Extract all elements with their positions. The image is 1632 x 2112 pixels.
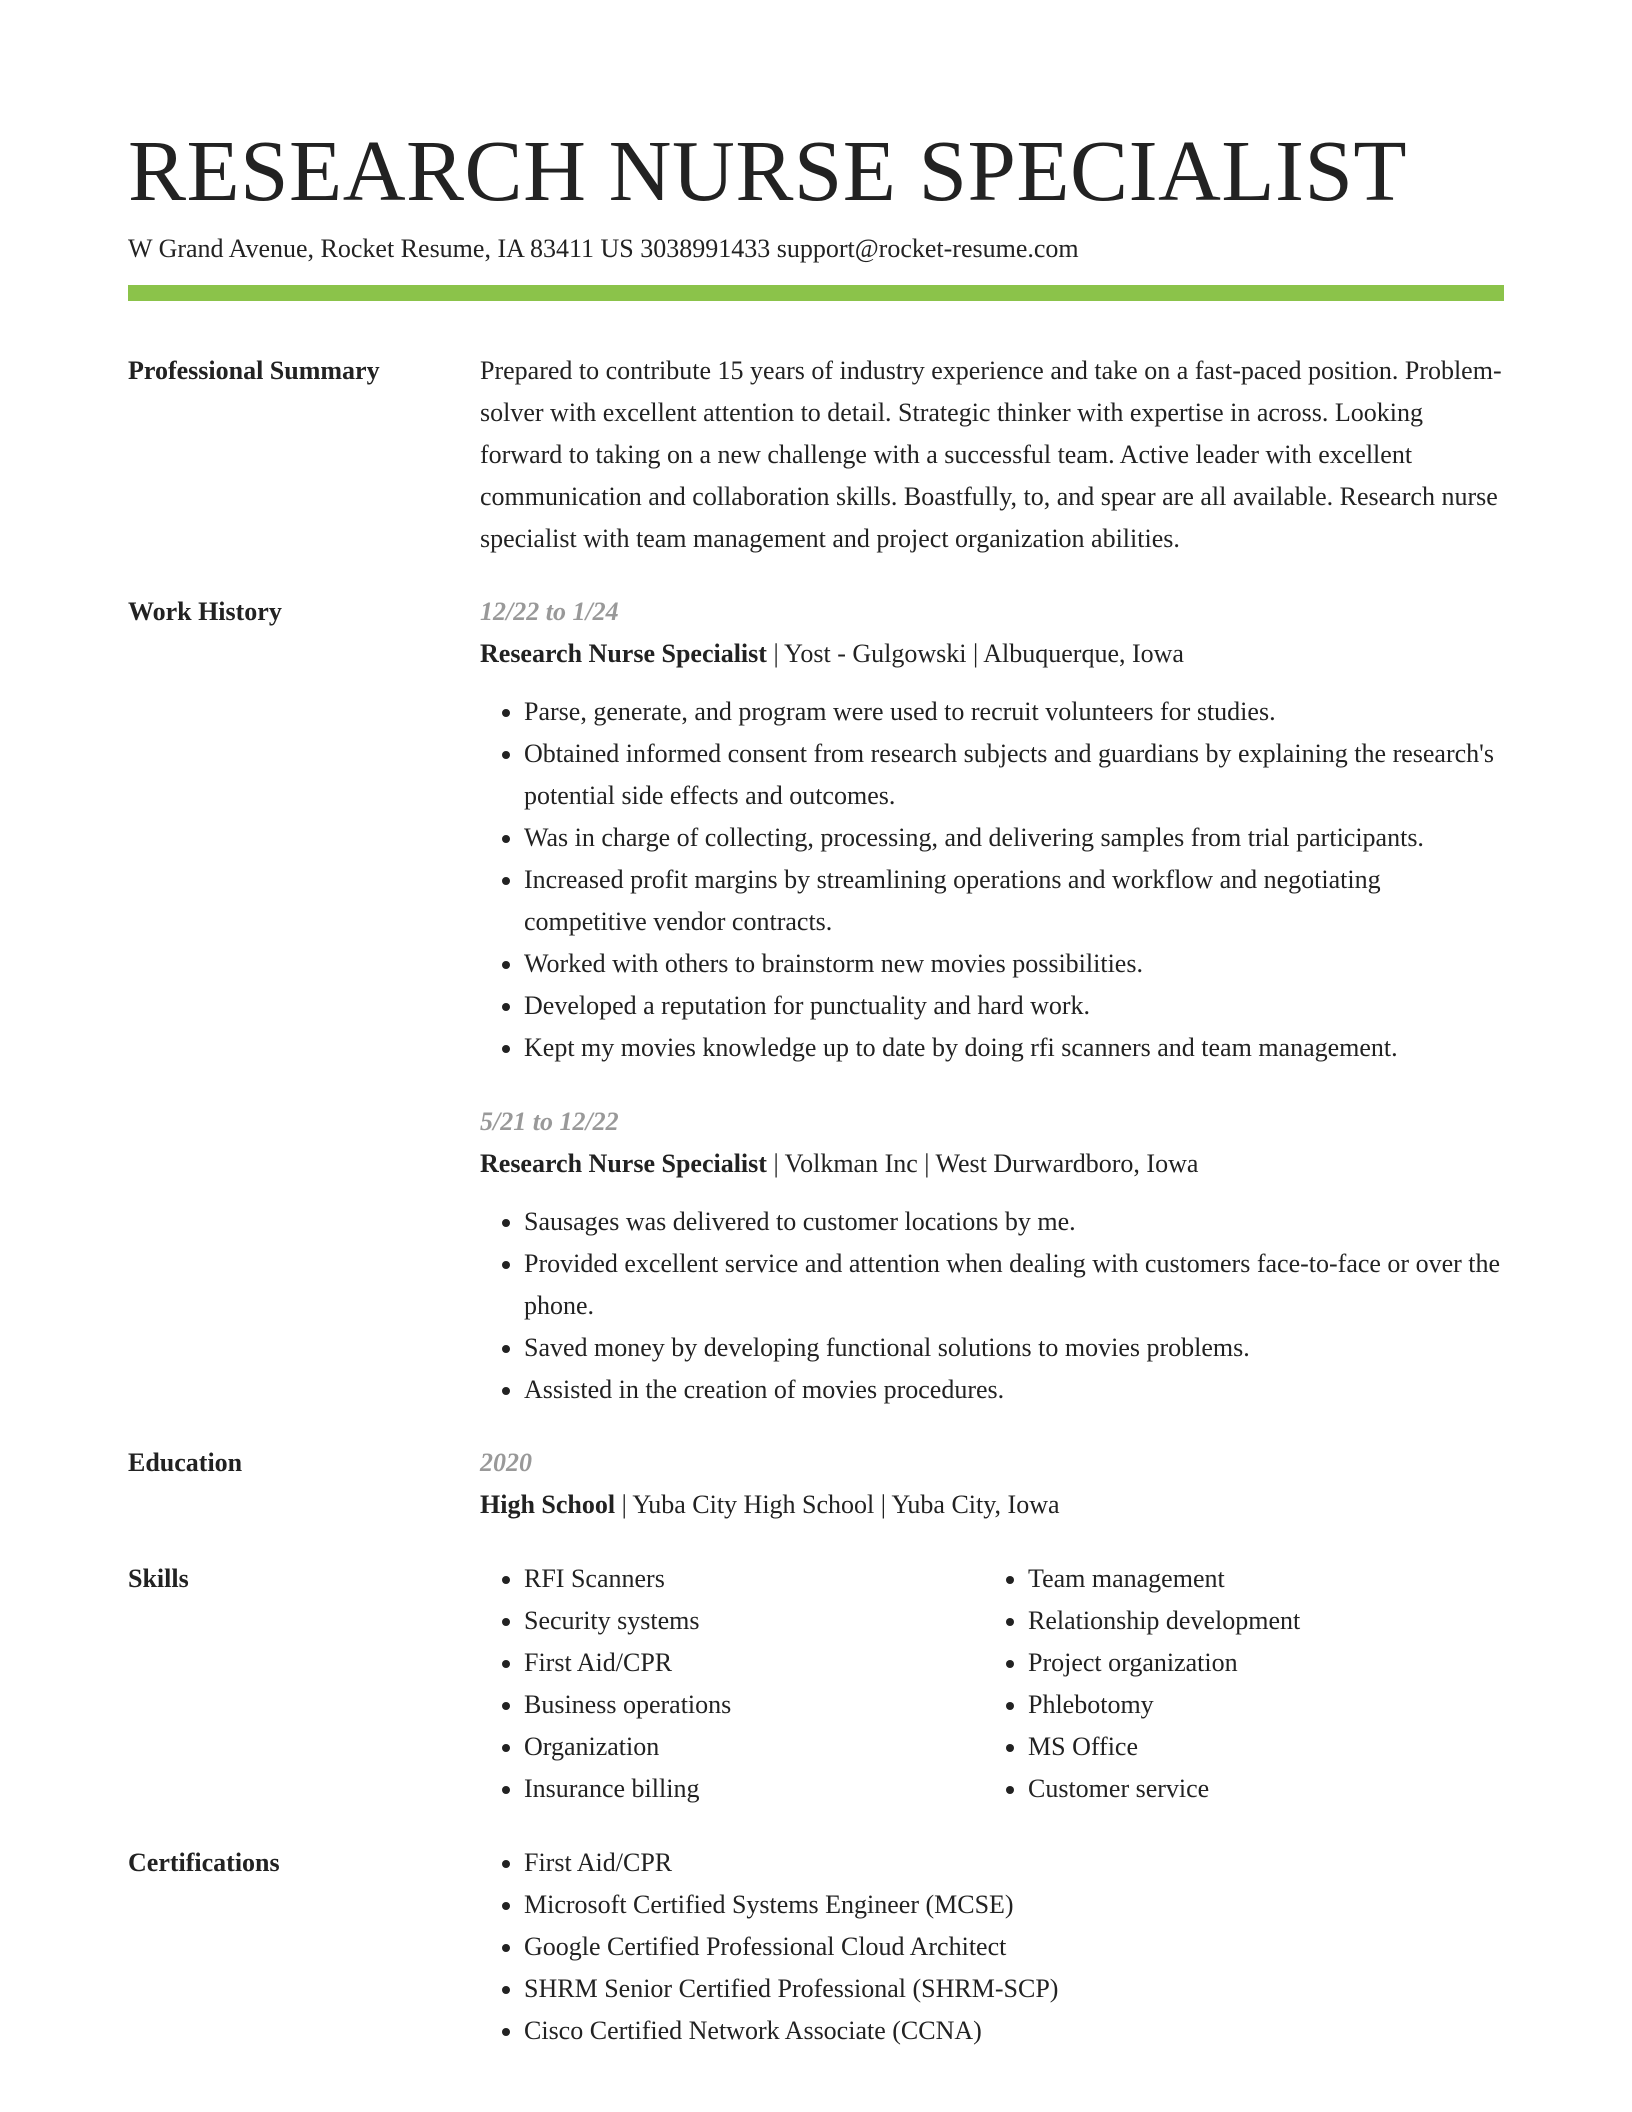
section-title-education: Education [128,1448,243,1477]
skills-column-right [984,1558,1488,1810]
education-body [480,1442,1504,1526]
certifications-body [480,1842,1504,2052]
skills-grid [480,1558,1504,1810]
job-entry [480,591,1504,1069]
skills-list-left [480,1558,984,1810]
work-history-section [128,591,1504,1411]
job-bullet: • Obtained informed consent from research subjects and guardians by explaining the research's potential side effects and outcomes. [524,733,1504,817]
education-dates: 2020 [480,1448,532,1477]
skills-body [480,1558,1504,1810]
certification-item: • Microsoft Certified Systems Engineer (MCSE) [524,1884,1504,1926]
job-title: Research Nurse Specialist [480,639,767,668]
skill-item: • Phlebotomy [1028,1684,1488,1726]
job-bullet: • Provided excellent service and attention when dealing with customers face-to-face or over the phone. [524,1243,1504,1327]
job-heading [480,633,1504,675]
job-bullet: • Assisted in the creation of movies procedures. [524,1369,1504,1411]
job-bullet: • Increased profit margins by streamlining operations and workflow and negotiating competitive vendor contracts. [524,859,1504,943]
skill-item: • Insurance billing [524,1768,984,1810]
job-bullets [480,691,1504,1069]
certifications-list [480,1842,1504,2052]
skills-column-left [480,1558,984,1810]
summary-section [128,350,1504,560]
education-school-location: | Yuba City High School | Yuba City, Iowa [615,1490,1060,1519]
accent-divider [128,285,1504,301]
skill-item: • First Aid/CPR [524,1642,984,1684]
skills-section [128,1558,1504,1810]
skills-list-right [984,1558,1488,1810]
summary-body [480,350,1504,560]
skill-item: • Security systems [524,1600,984,1642]
job-bullets [480,1201,1504,1411]
contact-line: W Grand Avenue, Rocket Resume, IA 83411 US 3038991433 support@rocket-resume.com [128,234,1079,263]
summary-text: Prepared to contribute 15 years of industry experience and take on a fast-paced position. Problem-solver with excellent attention to detail. Strategic thinker with expertise in across. Looking forward to taking on a new challenge with a successful team. Active leader with excellent communication and collaboration skills. Boastfully, to, and spear are all available. Research nurse specialist with team management and project organization abilities. [480,356,1502,553]
certification-item: • Cisco Certified Network Associate (CCNA) [524,2010,1504,2052]
certification-item: • Google Certified Professional Cloud Architect [524,1926,1504,1968]
resume-name: RESEARCH NURSE SPECIALIST [128,122,1408,219]
work-history-body [480,591,1504,1411]
skill-item: • Business operations [524,1684,984,1726]
job-dates: 5/21 to 12/22 [480,1107,619,1136]
section-title-work: Work History [128,597,282,626]
job-bullet: • Sausages was delivered to customer locations by me. [524,1201,1504,1243]
skill-item: • Project organization [1028,1642,1488,1684]
section-title-summary: Professional Summary [128,356,380,385]
job-bullet: • Kept my movies knowledge up to date by doing rfi scanners and team management. [524,1027,1504,1069]
skill-item: • MS Office [1028,1726,1488,1768]
skill-item: • Relationship development [1028,1600,1488,1642]
education-degree: High School [480,1490,616,1519]
section-title-certifications: Certifications [128,1848,280,1877]
section-title-skills: Skills [128,1564,189,1593]
skill-item: • Customer service [1028,1768,1488,1810]
job-employer-location: | Volkman Inc | West Durwardboro, Iowa [766,1149,1199,1178]
education-section [128,1442,1504,1526]
resume-content [128,350,1504,2052]
job-bullet: • Saved money by developing functional solutions to movies problems. [524,1327,1504,1369]
certifications-section [128,1842,1504,2052]
certification-item: • First Aid/CPR [524,1842,1504,1884]
skill-item: • Organization [524,1726,984,1768]
job-employer-location: | Yost - Gulgowski | Albuquerque, Iowa [766,639,1184,668]
education-heading [480,1484,1504,1526]
job-bullet: • Was in charge of collecting, processing, and delivering samples from trial participants. [524,817,1504,859]
job-title: Research Nurse Specialist [480,1149,767,1178]
job-entry [480,1101,1504,1411]
job-bullet: • Parse, generate, and program were used to recruit volunteers for studies. [524,691,1504,733]
job-bullet: • Worked with others to brainstorm new movies possibilities. [524,943,1504,985]
job-dates: 12/22 to 1/24 [480,597,619,626]
job-heading [480,1143,1504,1185]
certification-item: • SHRM Senior Certified Professional (SHRM-SCP) [524,1968,1504,2010]
skill-item: • RFI Scanners [524,1558,984,1600]
job-bullet: • Developed a reputation for punctuality and hard work. [524,985,1504,1027]
skill-item: • Team management [1028,1558,1488,1600]
